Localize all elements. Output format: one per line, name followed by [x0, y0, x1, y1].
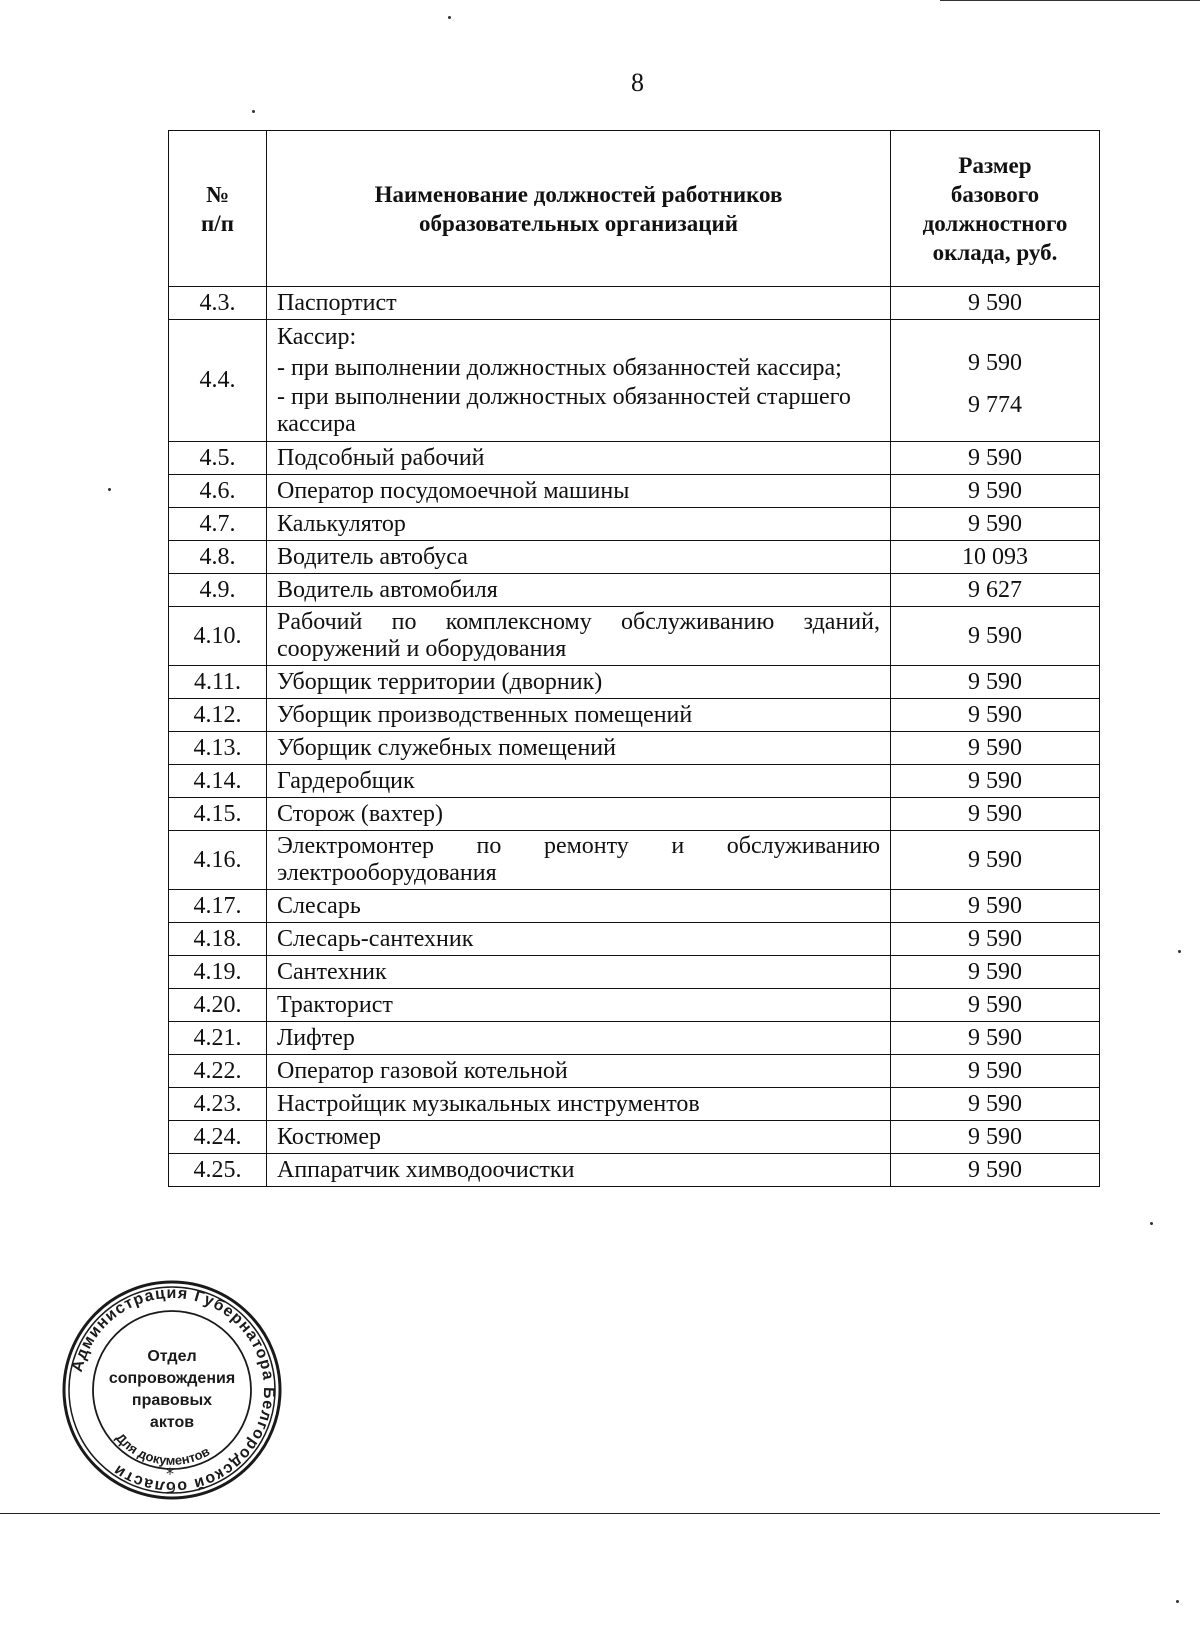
scan-speck [252, 110, 255, 113]
salary-value: 9 627 [891, 574, 1100, 607]
salary-value: 9 590 [891, 1022, 1100, 1055]
salary-value: 9 590 [891, 666, 1100, 699]
table-row [169, 956, 1100, 989]
row-number: 4.17. [169, 890, 267, 923]
row-number: 4.4. [169, 320, 267, 442]
table-row [169, 442, 1100, 475]
table-row [169, 765, 1100, 798]
position-name: Слесарь [267, 890, 891, 923]
position-name-line: - при выполнении должностных обязанностей старшего кассира [277, 383, 851, 437]
table-row [169, 1154, 1100, 1187]
position-name: Сантехник [267, 956, 891, 989]
bottom-rule [0, 1513, 1160, 1514]
official-stamp [60, 1278, 284, 1502]
position-name: Уборщик территории (дворник) [267, 666, 891, 699]
salary-value: 9 590 [891, 798, 1100, 831]
salary-value: 9 590 [891, 956, 1100, 989]
header-number: № п/п [169, 131, 267, 287]
salary-value: 9 590 [891, 923, 1100, 956]
position-name: Тракторист [267, 989, 891, 1022]
salary-value: 9 590 [891, 890, 1100, 923]
stamp-star-icon: * [166, 1464, 174, 1483]
salary-value: 9 590 [891, 1088, 1100, 1121]
stamp-inner-text: Для документов [112, 1429, 213, 1468]
salary-value [891, 320, 1100, 442]
row-number: 4.22. [169, 1055, 267, 1088]
row-number: 4.19. [169, 956, 267, 989]
salary-value: 9 590 [891, 1121, 1100, 1154]
top-edge-rule [940, 0, 1200, 1]
salary-value-line: 9 590 [968, 350, 1022, 376]
position-name: Оператор посудомоечной машины [267, 475, 891, 508]
table-row [169, 831, 1100, 890]
salary-table [168, 130, 1100, 1187]
row-number: 4.6. [169, 475, 267, 508]
salary-value: 9 590 [891, 475, 1100, 508]
row-number: 4.25. [169, 1154, 267, 1187]
salary-value: 9 590 [891, 765, 1100, 798]
header-salary: Размер базового должностного оклада, руб. [891, 131, 1100, 287]
row-number: 4.5. [169, 442, 267, 475]
table-row [169, 666, 1100, 699]
table-row [169, 1088, 1100, 1121]
position-name: Калькулятор [267, 508, 891, 541]
position-name: Сторож (вахтер) [267, 798, 891, 831]
position-name: Водитель автобуса [267, 541, 891, 574]
position-name: Паспортист [267, 287, 891, 320]
table-row [169, 1055, 1100, 1088]
position-name: Рабочий по комплексному обслуживанию зданий, сооружений и оборудования [267, 607, 891, 666]
position-name-line: Кассир: [277, 323, 357, 350]
position-name: Гардеробщик [267, 765, 891, 798]
row-number: 4.9. [169, 574, 267, 607]
position-name: Настройщик музыкальных инструментов [267, 1088, 891, 1121]
table-row [169, 923, 1100, 956]
position-name: Слесарь-сантехник [267, 923, 891, 956]
table-row [169, 699, 1100, 732]
scan-speck [108, 488, 111, 491]
position-name: Аппаратчик химводоочистки [267, 1154, 891, 1187]
row-number: 4.23. [169, 1088, 267, 1121]
table-row [169, 574, 1100, 607]
row-number: 4.24. [169, 1121, 267, 1154]
salary-value: 9 590 [891, 1154, 1100, 1187]
salary-value: 10 093 [891, 541, 1100, 574]
table-row [169, 1121, 1100, 1154]
row-number: 4.21. [169, 1022, 267, 1055]
table-row [169, 798, 1100, 831]
scan-speck [1176, 1600, 1179, 1603]
position-name: Лифтер [267, 1022, 891, 1055]
stamp-ring-text: Администрация Губернатора Белгородской области [68, 1284, 278, 1496]
row-number: 4.13. [169, 732, 267, 765]
salary-value: 9 590 [891, 442, 1100, 475]
position-name: Костюмер [267, 1121, 891, 1154]
salary-value-line: 9 774 [968, 392, 1022, 418]
row-number: 4.20. [169, 989, 267, 1022]
table-row [169, 732, 1100, 765]
table-row [169, 287, 1100, 320]
table-header-row [169, 131, 1100, 287]
page-number: 8 [631, 68, 644, 97]
salary-value: 9 590 [891, 989, 1100, 1022]
salary-value: 9 590 [891, 1055, 1100, 1088]
row-number: 4.18. [169, 923, 267, 956]
salary-value: 9 590 [891, 508, 1100, 541]
position-name: Оператор газовой котельной [267, 1055, 891, 1088]
scan-speck [448, 16, 451, 19]
table-row [169, 541, 1100, 574]
position-name: Электромонтер по ремонту и обслуживанию электрооборудования [267, 831, 891, 890]
salary-value: 9 590 [891, 732, 1100, 765]
row-number: 4.7. [169, 508, 267, 541]
salary-value: 9 590 [891, 699, 1100, 732]
row-number: 4.8. [169, 541, 267, 574]
position-name: Уборщик производственных помещений [267, 699, 891, 732]
scan-speck [1178, 950, 1181, 953]
table-row [169, 1022, 1100, 1055]
table-row [169, 890, 1100, 923]
row-number: 4.11. [169, 666, 267, 699]
table-row [169, 508, 1100, 541]
position-name: Подсобный рабочий [267, 442, 891, 475]
salary-value: 9 590 [891, 607, 1100, 666]
row-number: 4.15. [169, 798, 267, 831]
row-number: 4.3. [169, 287, 267, 320]
position-name: Водитель автомобиля [267, 574, 891, 607]
salary-value: 9 590 [891, 831, 1100, 890]
position-name: Уборщик служебных помещений [267, 732, 891, 765]
table-row [169, 989, 1100, 1022]
scan-speck [1150, 1222, 1153, 1225]
stamp-center-text: Отдел сопровождения правовых актов [108, 1348, 236, 1431]
row-number: 4.16. [169, 831, 267, 890]
row-number: 4.10. [169, 607, 267, 666]
row-number: 4.14. [169, 765, 267, 798]
row-number: 4.12. [169, 699, 267, 732]
position-name [267, 320, 891, 442]
salary-value: 9 590 [891, 287, 1100, 320]
table-row [169, 320, 1100, 442]
table-row [169, 475, 1100, 508]
position-name-line: - при выполнении должностных обязанностей кассира; [277, 354, 842, 381]
table-row [169, 607, 1100, 666]
header-position-name: Наименование должностей работников образовательных организаций [267, 131, 891, 287]
